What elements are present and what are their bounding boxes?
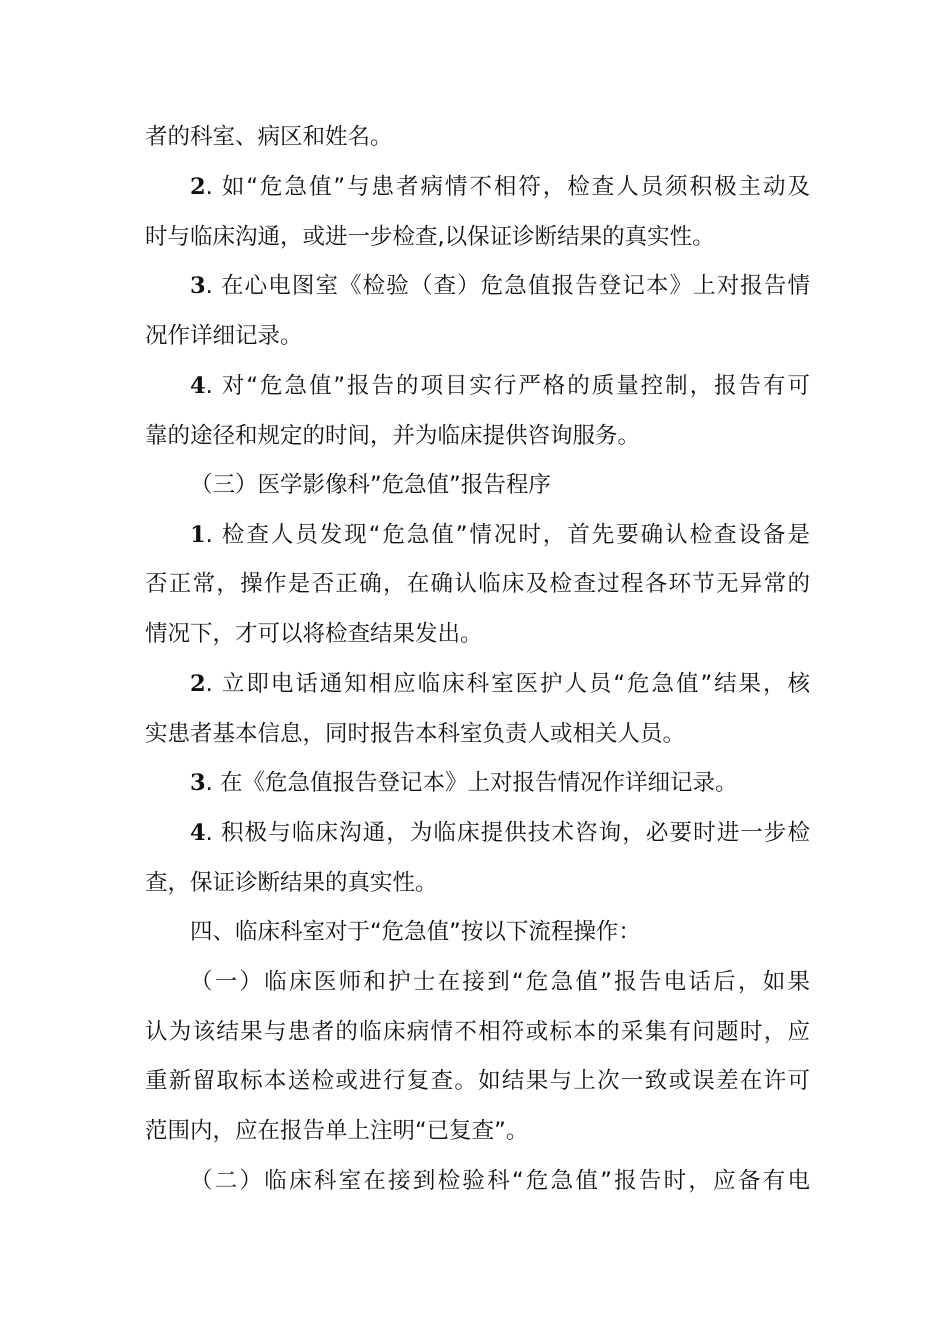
item-number: 4 (190, 820, 206, 846)
item-number: 3 (190, 770, 206, 796)
paragraph-line: （一）临床医师和护士在接到“危急值”报告电话后，如果 (190, 969, 810, 995)
text-line: 靠的途径和规定的时间，并为临床提供咨询服务。 (145, 423, 641, 449)
text-line: 认为该结果与患者的临床病情不相符或标本的采集有问题时，应 (145, 1019, 810, 1045)
text-line: 时与临床沟通，或进一步检查,以保证诊断结果的真实性。 (145, 224, 715, 250)
text-line: 查，保证诊断结果的真实性。 (145, 870, 438, 896)
section-heading: 四、临床科室对于“危急值”按以下流程操作： (190, 919, 641, 945)
numbered-paragraph-line: 4. 积极与临床沟通，为临床提供技术咨询，必要时进一步检 (190, 820, 810, 846)
text-line: 者的科室、病区和姓名。 (145, 124, 393, 150)
item-number: 4 (190, 373, 206, 399)
paragraph-line: （二）临床科室在接到检验科“危急值”报告时，应备有电 (190, 1168, 810, 1194)
numbered-paragraph-line: 3. 在《危急值报告登记本》上对报告情况作详细记录。 (190, 770, 738, 796)
item-number: 1 (190, 522, 206, 548)
item-number: 2 (190, 174, 206, 200)
text-line: 范围内，应在报告单上注明“已复查”。 (145, 1118, 529, 1144)
section-heading: （三）医学影像科”危急值”报告程序 (190, 472, 551, 498)
numbered-paragraph-line: 4. 对“危急值”报告的项目实行严格的质量控制，报告有可 (190, 373, 810, 399)
text-line: 否正常，操作是否正确，在确认临床及检查过程各环节无异常的 (145, 571, 810, 597)
numbered-paragraph-line: 3. 在心电图室《检验（查）危急值报告登记本》上对报告情 (190, 273, 810, 299)
numbered-paragraph-line: 2. 如“危急值”与患者病情不相符，检查人员须积极主动及 (190, 174, 810, 200)
text-line: 情况下，才可以将检查结果发出。 (145, 621, 483, 647)
text-line: 况作详细记录。 (145, 323, 303, 349)
text-line: 实患者基本信息，同时报告本科室负责人或相关人员。 (145, 721, 686, 747)
text-line: 重新留取标本送检或进行复查。如结果与上次一致或误差在许可 (145, 1068, 810, 1094)
item-number: 3 (190, 273, 206, 299)
item-number: 2 (190, 671, 206, 697)
numbered-paragraph-line: 1. 检查人员发现“危急值”情况时，首先要确认检查设备是 (190, 522, 810, 548)
numbered-paragraph-line: 2. 立即电话通知相应临床科室医护人员“危急值”结果，核 (190, 671, 810, 697)
